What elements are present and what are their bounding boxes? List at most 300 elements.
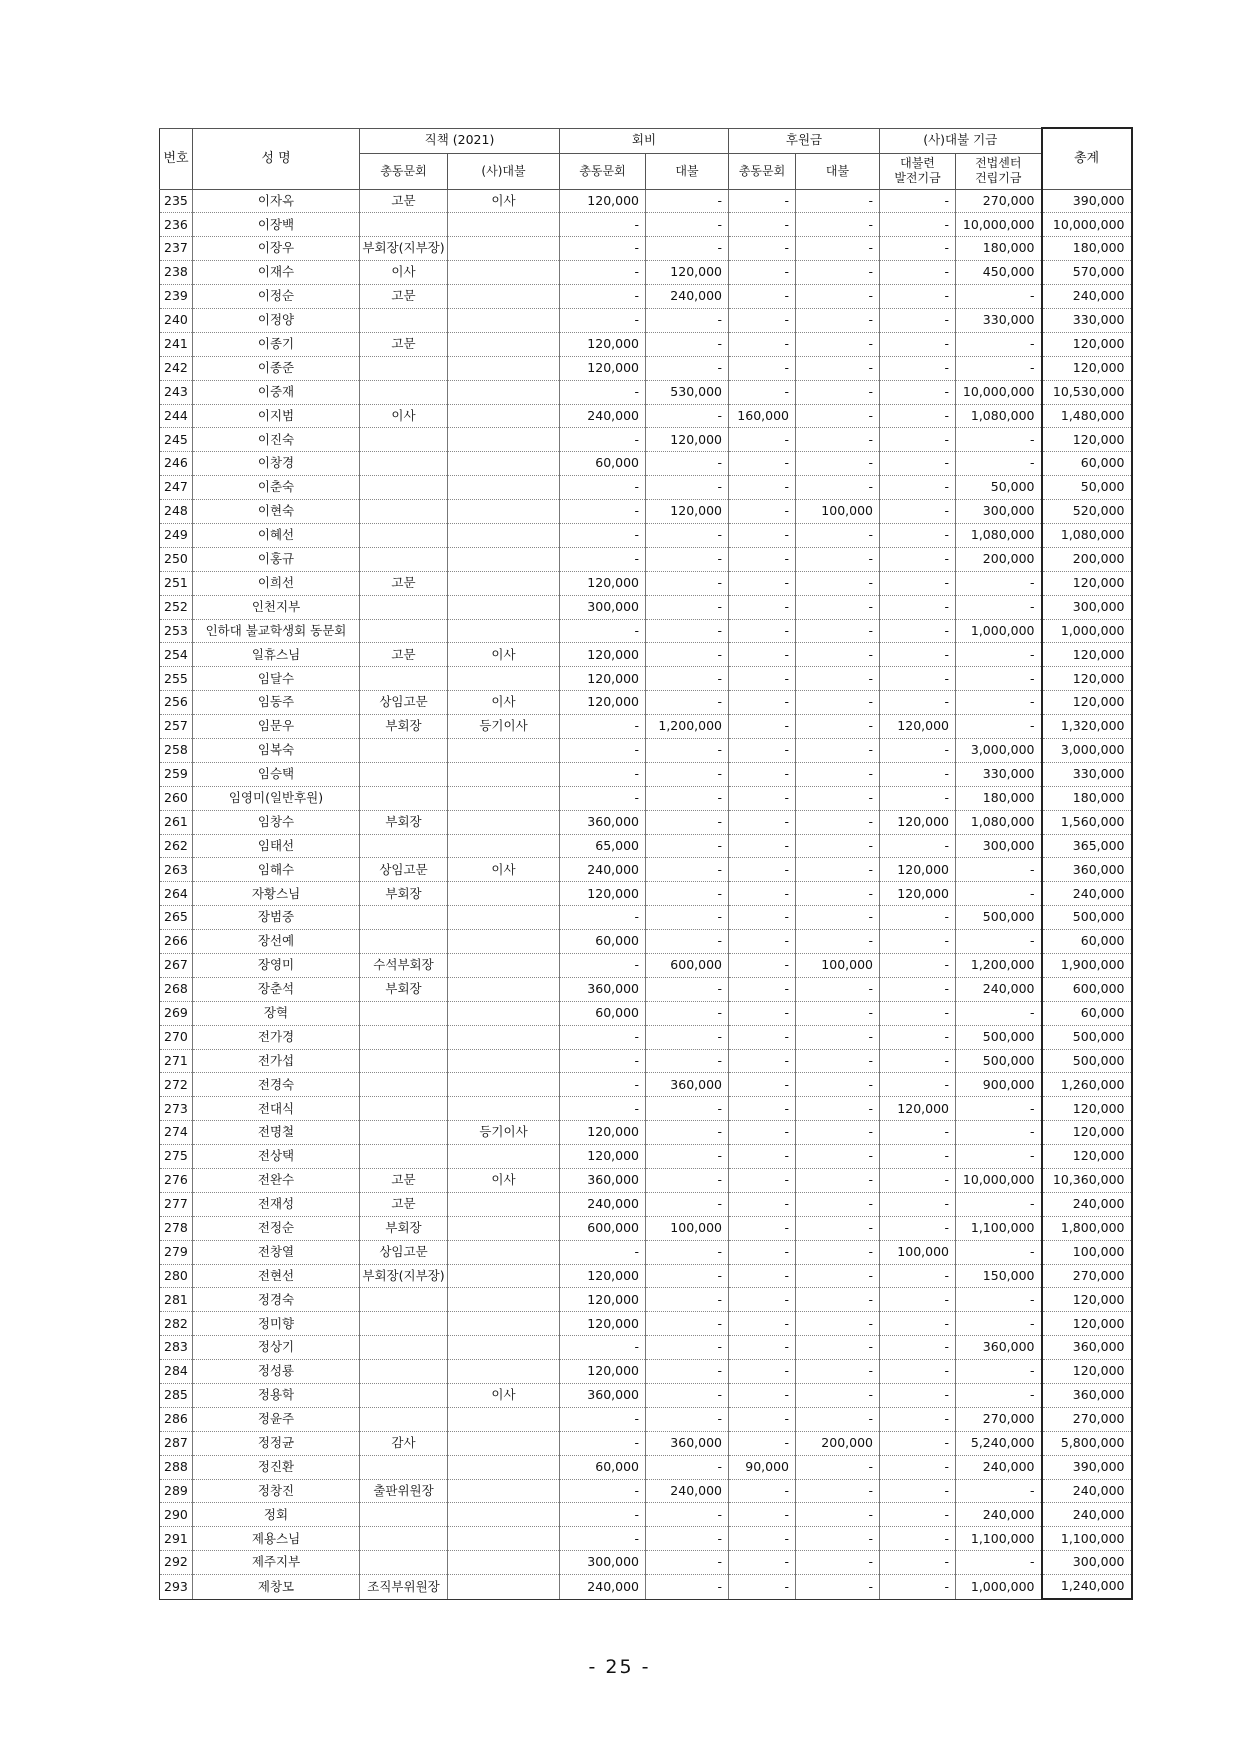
cell-name: 이희선 [193, 571, 360, 595]
cell-total: 1,000,000 [1042, 619, 1132, 643]
cell-fee-alumni: 240,000 [560, 404, 646, 428]
cell-fund-development: - [880, 834, 956, 858]
cell-role-alumni: 부회장 [360, 882, 448, 906]
cell-fund-center: - [956, 1551, 1042, 1575]
cell-no: 288 [160, 1455, 193, 1479]
cell-fund-development: - [880, 977, 956, 1001]
cell-fund-development: 120,000 [880, 858, 956, 882]
cell-total: 120,000 [1042, 1360, 1132, 1384]
cell-fee-alumni: 120,000 [560, 1145, 646, 1169]
header-fund-development-line1: 대불련 [900, 156, 935, 170]
cell-donation-daebul: - [796, 189, 880, 213]
cell-role-alumni: 상임고문 [360, 858, 448, 882]
cell-no: 235 [160, 189, 193, 213]
cell-total: 390,000 [1042, 189, 1132, 213]
cell-total: 270,000 [1042, 1407, 1132, 1431]
table-row [160, 404, 1132, 428]
cell-fund-development: - [880, 1455, 956, 1479]
cell-role-daebul [448, 332, 560, 356]
cell-name: 임문우 [193, 715, 360, 739]
cell-role-daebul [448, 1431, 560, 1455]
cell-role-daebul [448, 1097, 560, 1121]
cell-donation-alumni: - [729, 1288, 796, 1312]
cell-name: 이지범 [193, 404, 360, 428]
cell-donation-daebul: - [796, 1479, 880, 1503]
header-no: 번호 [160, 128, 193, 189]
cell-role-daebul: 이사 [448, 691, 560, 715]
cell-role-alumni: 고문 [360, 285, 448, 309]
cell-fee-daebul: - [646, 1145, 729, 1169]
cell-role-alumni [360, 1121, 448, 1145]
cell-role-alumni [360, 906, 448, 930]
cell-fee-alumni: 120,000 [560, 356, 646, 380]
table-row [160, 1527, 1132, 1551]
cell-no: 276 [160, 1169, 193, 1193]
cell-role-alumni [360, 1407, 448, 1431]
cell-fund-center: - [956, 1097, 1042, 1121]
cell-donation-daebul: - [796, 1503, 880, 1527]
table-row [160, 213, 1132, 237]
cell-no: 259 [160, 762, 193, 786]
cell-fund-center: 1,080,000 [956, 523, 1042, 547]
cell-name: 장선예 [193, 930, 360, 954]
cell-no: 249 [160, 523, 193, 547]
cell-total: 390,000 [1042, 1455, 1132, 1479]
cell-fund-development: - [880, 930, 956, 954]
cell-donation-daebul: - [796, 762, 880, 786]
cell-role-alumni [360, 547, 448, 571]
cell-donation-daebul: - [796, 906, 880, 930]
cell-fee-alumni: - [560, 1503, 646, 1527]
cell-fund-center: 240,000 [956, 977, 1042, 1001]
cell-fee-daebul: 120,000 [646, 261, 729, 285]
cell-fee-alumni: 65,000 [560, 834, 646, 858]
cell-donation-alumni: - [729, 786, 796, 810]
cell-fee-daebul: - [646, 1503, 729, 1527]
table-row [160, 261, 1132, 285]
cell-donation-daebul: 100,000 [796, 500, 880, 524]
cell-no: 282 [160, 1312, 193, 1336]
cell-role-daebul [448, 786, 560, 810]
cell-name: 임창수 [193, 810, 360, 834]
cell-role-daebul [448, 452, 560, 476]
cell-fund-center: 330,000 [956, 308, 1042, 332]
cell-total: 1,800,000 [1042, 1216, 1132, 1240]
cell-role-alumni: 고문 [360, 332, 448, 356]
cell-total: 120,000 [1042, 1121, 1132, 1145]
cell-total: 1,240,000 [1042, 1575, 1132, 1599]
cell-fee-alumni: - [560, 906, 646, 930]
cell-role-alumni: 부회장 [360, 715, 448, 739]
cell-role-alumni [360, 476, 448, 500]
cell-fund-center: - [956, 1192, 1042, 1216]
cell-no: 248 [160, 500, 193, 524]
cell-fund-center: - [956, 1240, 1042, 1264]
cell-fund-center: 500,000 [956, 906, 1042, 930]
cell-name: 이장백 [193, 213, 360, 237]
cell-role-alumni [360, 619, 448, 643]
cell-no: 243 [160, 380, 193, 404]
cell-fee-daebul: - [646, 1121, 729, 1145]
cell-fund-center: 10,000,000 [956, 380, 1042, 404]
cell-fee-alumni: - [560, 308, 646, 332]
cell-name: 장춘석 [193, 977, 360, 1001]
cell-fee-daebul: - [646, 1264, 729, 1288]
cell-donation-daebul: - [796, 285, 880, 309]
cell-total: 240,000 [1042, 1192, 1132, 1216]
cell-fee-daebul: - [646, 1097, 729, 1121]
cell-name: 이장우 [193, 237, 360, 261]
cell-name: 장영미 [193, 954, 360, 978]
cell-fund-center: 1,080,000 [956, 810, 1042, 834]
cell-fund-development: - [880, 237, 956, 261]
cell-role-alumni [360, 1336, 448, 1360]
cell-donation-daebul: - [796, 571, 880, 595]
cell-total: 120,000 [1042, 667, 1132, 691]
cell-no: 251 [160, 571, 193, 595]
cell-role-daebul [448, 1049, 560, 1073]
cell-donation-alumni: - [729, 977, 796, 1001]
cell-name: 자황스님 [193, 882, 360, 906]
cell-donation-daebul: - [796, 882, 880, 906]
cell-fund-development: - [880, 738, 956, 762]
cell-role-daebul [448, 906, 560, 930]
table-row [160, 738, 1132, 762]
cell-name: 전현선 [193, 1264, 360, 1288]
cell-fund-development: - [880, 500, 956, 524]
cell-fund-development: - [880, 1049, 956, 1073]
cell-donation-alumni: 160,000 [729, 404, 796, 428]
cell-fee-daebul: - [646, 1455, 729, 1479]
cell-fund-center: - [956, 858, 1042, 882]
cell-fund-center: - [956, 571, 1042, 595]
cell-role-daebul [448, 1288, 560, 1312]
cell-fund-center: - [956, 715, 1042, 739]
cell-fund-development: - [880, 1479, 956, 1503]
cell-total: 240,000 [1042, 882, 1132, 906]
cell-donation-alumni: - [729, 1145, 796, 1169]
table-row [160, 547, 1132, 571]
cell-role-alumni [360, 1527, 448, 1551]
cell-donation-daebul: - [796, 1407, 880, 1431]
cell-total: 120,000 [1042, 571, 1132, 595]
cell-role-daebul [448, 1407, 560, 1431]
cell-no: 265 [160, 906, 193, 930]
cell-total: 1,320,000 [1042, 715, 1132, 739]
cell-fund-development: - [880, 1169, 956, 1193]
header-fund-development [880, 153, 956, 189]
cell-role-daebul [448, 571, 560, 595]
cell-role-daebul [448, 1312, 560, 1336]
cell-fund-development: 120,000 [880, 715, 956, 739]
cell-no: 269 [160, 1001, 193, 1025]
cell-donation-alumni: - [729, 1025, 796, 1049]
cell-fee-alumni: 240,000 [560, 858, 646, 882]
cell-role-alumni: 고문 [360, 643, 448, 667]
cell-no: 277 [160, 1192, 193, 1216]
cell-fund-development: - [880, 1384, 956, 1408]
page-number: - 25 - [588, 1656, 651, 1678]
cell-total: 120,000 [1042, 643, 1132, 667]
cell-fund-center: - [956, 930, 1042, 954]
cell-donation-daebul: - [796, 332, 880, 356]
cell-fund-center: 180,000 [956, 786, 1042, 810]
table-row [160, 523, 1132, 547]
cell-total: 1,900,000 [1042, 954, 1132, 978]
cell-fee-daebul: - [646, 1336, 729, 1360]
cell-fee-daebul: 530,000 [646, 380, 729, 404]
cell-donation-alumni: - [729, 523, 796, 547]
cell-no: 266 [160, 930, 193, 954]
cell-fee-daebul: 100,000 [646, 1216, 729, 1240]
table-row [160, 1479, 1132, 1503]
cell-fund-center: 150,000 [956, 1264, 1042, 1288]
cell-no: 253 [160, 619, 193, 643]
cell-total: 500,000 [1042, 906, 1132, 930]
cell-role-daebul [448, 1336, 560, 1360]
cell-total: 570,000 [1042, 261, 1132, 285]
cell-donation-alumni: - [729, 571, 796, 595]
cell-fee-daebul: - [646, 1527, 729, 1551]
cell-name: 임복숙 [193, 738, 360, 762]
cell-total: 180,000 [1042, 786, 1132, 810]
cell-role-alumni [360, 1455, 448, 1479]
cell-fund-development: - [880, 1527, 956, 1551]
cell-fee-alumni: 120,000 [560, 667, 646, 691]
cell-no: 267 [160, 954, 193, 978]
cell-fee-alumni: - [560, 237, 646, 261]
cell-role-daebul [448, 404, 560, 428]
cell-donation-daebul: - [796, 1121, 880, 1145]
cell-role-daebul: 등기이사 [448, 715, 560, 739]
cell-name: 정정균 [193, 1431, 360, 1455]
header-donation-daebul: 대불 [796, 153, 880, 189]
cell-donation-alumni: - [729, 954, 796, 978]
cell-fund-center: 450,000 [956, 261, 1042, 285]
cell-no: 241 [160, 332, 193, 356]
cell-no: 260 [160, 786, 193, 810]
cell-name: 전가경 [193, 1025, 360, 1049]
cell-fee-alumni: - [560, 261, 646, 285]
cell-fund-development: - [880, 1312, 956, 1336]
cell-fee-alumni: - [560, 738, 646, 762]
cell-donation-alumni: - [729, 237, 796, 261]
cell-name: 정회 [193, 1503, 360, 1527]
cell-donation-alumni: - [729, 452, 796, 476]
cell-fee-daebul: - [646, 1240, 729, 1264]
cell-fund-development: 120,000 [880, 1097, 956, 1121]
cell-name: 정창진 [193, 1479, 360, 1503]
cell-total: 60,000 [1042, 452, 1132, 476]
cell-fund-development: - [880, 1575, 956, 1599]
table-row [160, 619, 1132, 643]
cell-no: 240 [160, 308, 193, 332]
cell-total: 10,360,000 [1042, 1169, 1132, 1193]
cell-no: 278 [160, 1216, 193, 1240]
cell-role-daebul [448, 285, 560, 309]
cell-fund-development: - [880, 1336, 956, 1360]
cell-name: 임해수 [193, 858, 360, 882]
header-fee-alumni: 총동문회 [560, 153, 646, 189]
donor-table [159, 127, 1133, 1600]
cell-role-alumni [360, 1503, 448, 1527]
cell-fee-alumni: 120,000 [560, 1121, 646, 1145]
cell-fund-center: 240,000 [956, 1503, 1042, 1527]
table-row [160, 906, 1132, 930]
cell-no: 289 [160, 1479, 193, 1503]
cell-fund-center: 300,000 [956, 500, 1042, 524]
cell-role-alumni [360, 428, 448, 452]
cell-role-alumni: 상임고문 [360, 1240, 448, 1264]
cell-fee-alumni: - [560, 1407, 646, 1431]
cell-donation-daebul: - [796, 1073, 880, 1097]
cell-name: 인천지부 [193, 595, 360, 619]
header-donation-group: 후원금 [729, 128, 880, 153]
table-row [160, 1503, 1132, 1527]
cell-fund-development: - [880, 1073, 956, 1097]
cell-donation-daebul: - [796, 452, 880, 476]
cell-role-alumni: 조직부위원장 [360, 1575, 448, 1599]
table-row [160, 643, 1132, 667]
cell-name: 전명철 [193, 1121, 360, 1145]
cell-fund-development: - [880, 906, 956, 930]
cell-donation-alumni: - [729, 1503, 796, 1527]
cell-donation-daebul: - [796, 1312, 880, 1336]
cell-donation-alumni: - [729, 643, 796, 667]
cell-fee-alumni: - [560, 1240, 646, 1264]
cell-fee-daebul: 240,000 [646, 1479, 729, 1503]
cell-fund-development: - [880, 1145, 956, 1169]
cell-role-alumni [360, 1551, 448, 1575]
cell-fee-daebul: 240,000 [646, 285, 729, 309]
cell-fee-alumni: - [560, 476, 646, 500]
cell-fund-development: - [880, 523, 956, 547]
cell-fee-alumni: 120,000 [560, 1312, 646, 1336]
cell-name: 전상택 [193, 1145, 360, 1169]
table-row [160, 858, 1132, 882]
cell-role-daebul: 등기이사 [448, 1121, 560, 1145]
cell-total: 1,260,000 [1042, 1073, 1132, 1097]
cell-fund-center: 1,100,000 [956, 1527, 1042, 1551]
header-donation-alumni: 총동문회 [729, 153, 796, 189]
cell-role-daebul [448, 1240, 560, 1264]
cell-role-alumni [360, 1049, 448, 1073]
cell-fee-daebul: 120,000 [646, 428, 729, 452]
cell-role-alumni [360, 523, 448, 547]
cell-role-daebul [448, 547, 560, 571]
cell-role-alumni [360, 1025, 448, 1049]
cell-no: 270 [160, 1025, 193, 1049]
cell-fee-alumni: 60,000 [560, 930, 646, 954]
cell-fee-alumni: 300,000 [560, 1551, 646, 1575]
cell-fee-alumni: - [560, 954, 646, 978]
table-row [160, 285, 1132, 309]
cell-role-daebul [448, 738, 560, 762]
cell-role-alumni [360, 834, 448, 858]
cell-donation-daebul: - [796, 356, 880, 380]
cell-name: 이자옥 [193, 189, 360, 213]
cell-fund-center: 10,000,000 [956, 1169, 1042, 1193]
cell-donation-daebul: - [796, 1336, 880, 1360]
cell-fee-daebul: - [646, 1192, 729, 1216]
cell-donation-daebul: - [796, 1192, 880, 1216]
cell-role-daebul [448, 667, 560, 691]
cell-fund-development: - [880, 189, 956, 213]
table-row [160, 476, 1132, 500]
table-row [160, 954, 1132, 978]
cell-fee-alumni: 120,000 [560, 1288, 646, 1312]
cell-fee-daebul: 360,000 [646, 1431, 729, 1455]
header-fund-center-line1: 전법센터 [975, 156, 1022, 170]
cell-fee-daebul: - [646, 1312, 729, 1336]
cell-name: 이춘숙 [193, 476, 360, 500]
table-row [160, 452, 1132, 476]
cell-donation-daebul: - [796, 786, 880, 810]
cell-total: 600,000 [1042, 977, 1132, 1001]
table-row [160, 1288, 1132, 1312]
cell-no: 237 [160, 237, 193, 261]
cell-fee-alumni: 360,000 [560, 1384, 646, 1408]
cell-fund-development: - [880, 1216, 956, 1240]
header-role-alumni: 총동문회 [360, 153, 448, 189]
table-row [160, 977, 1132, 1001]
cell-total: 120,000 [1042, 1312, 1132, 1336]
cell-name: 임태선 [193, 834, 360, 858]
cell-donation-alumni: - [729, 762, 796, 786]
cell-total: 500,000 [1042, 1049, 1132, 1073]
cell-role-daebul [448, 500, 560, 524]
cell-role-alumni [360, 308, 448, 332]
cell-fee-daebul: - [646, 332, 729, 356]
cell-name: 인하대 불교학생회 동문회 [193, 619, 360, 643]
cell-role-alumni: 수석부회장 [360, 954, 448, 978]
cell-no: 252 [160, 595, 193, 619]
cell-fund-development: - [880, 356, 956, 380]
cell-donation-daebul: - [796, 213, 880, 237]
cell-fund-development: - [880, 1192, 956, 1216]
cell-fund-development: - [880, 1551, 956, 1575]
cell-fund-center: 1,100,000 [956, 1216, 1042, 1240]
cell-fund-center: 500,000 [956, 1049, 1042, 1073]
cell-role-alumni [360, 356, 448, 380]
cell-fund-center: - [956, 1384, 1042, 1408]
cell-fee-daebul: 600,000 [646, 954, 729, 978]
cell-fund-development: - [880, 1121, 956, 1145]
cell-donation-daebul: - [796, 643, 880, 667]
table-row [160, 332, 1132, 356]
cell-donation-alumni: - [729, 476, 796, 500]
cell-donation-alumni: - [729, 1216, 796, 1240]
cell-fee-daebul: - [646, 404, 729, 428]
cell-fee-daebul: - [646, 810, 729, 834]
cell-fee-daebul: - [646, 1169, 729, 1193]
cell-role-daebul [448, 834, 560, 858]
cell-role-alumni [360, 500, 448, 524]
cell-fee-alumni: 60,000 [560, 1001, 646, 1025]
cell-no: 262 [160, 834, 193, 858]
cell-fee-alumni: 120,000 [560, 332, 646, 356]
table-row [160, 786, 1132, 810]
cell-role-alumni [360, 1360, 448, 1384]
cell-role-daebul [448, 762, 560, 786]
cell-role-alumni: 출판위원장 [360, 1479, 448, 1503]
table-row [160, 1455, 1132, 1479]
cell-fund-center: 3,000,000 [956, 738, 1042, 762]
cell-fund-center: 1,200,000 [956, 954, 1042, 978]
cell-name: 전경숙 [193, 1073, 360, 1097]
cell-fee-alumni: - [560, 213, 646, 237]
cell-donation-daebul: 100,000 [796, 954, 880, 978]
